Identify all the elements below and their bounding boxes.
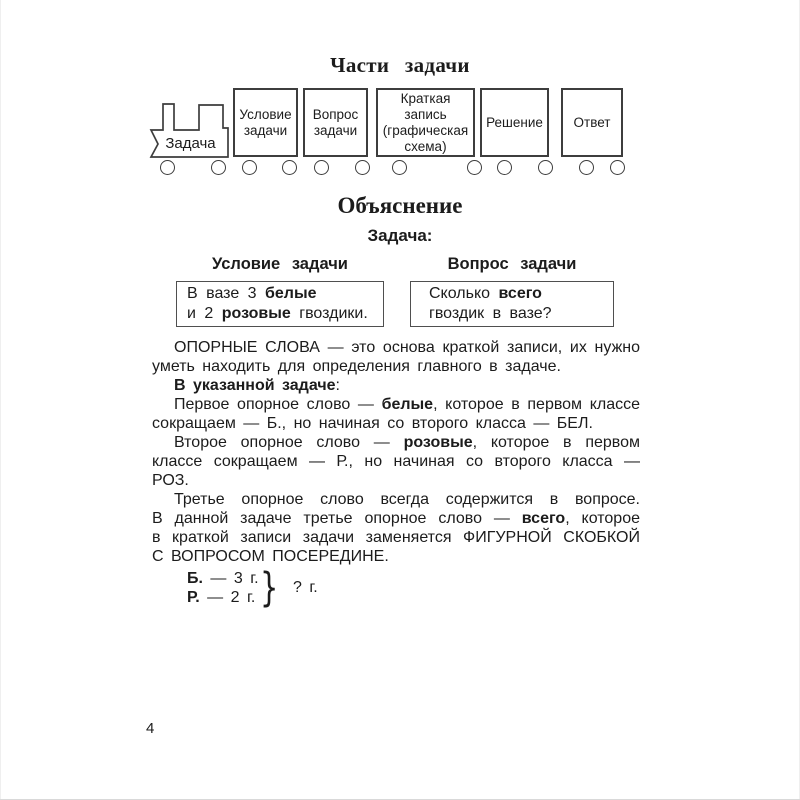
wagon-uslovie-zadachi	[233, 88, 298, 157]
text-line	[429, 284, 613, 304]
bold-text-run: белые	[265, 285, 317, 302]
wagon-reshenie	[480, 88, 549, 157]
body-paragraph	[152, 338, 640, 376]
scheme-rows	[187, 569, 259, 607]
train-diagram	[148, 88, 638, 180]
short-notation-scheme	[187, 565, 318, 611]
body-paragraph	[152, 376, 640, 395]
text-run: в краткой записи задачи заменяется ФИГУРНОЙ СКОБКОЙ	[152, 529, 640, 546]
text-run: Третье опорное слово всегда содержится в вопросе.	[174, 491, 640, 508]
bold-text-run: розовые	[403, 434, 473, 451]
text-run: уметь находить для определения главного в задаче.	[152, 358, 561, 375]
text-run: , которое	[565, 510, 640, 527]
text-run: гвоздики.	[290, 305, 368, 322]
condition-box	[176, 281, 384, 327]
text-run: ОПОРНЫЕ СЛОВА — это основа краткой записи, их нужно	[174, 339, 640, 356]
text-line	[152, 376, 640, 395]
text-run: :	[335, 377, 340, 394]
text-run: Сколько	[429, 285, 499, 302]
wheel-icon	[160, 160, 175, 175]
page-title: Части задачи	[330, 53, 470, 77]
wagon-label: Краткая запись (графическая схема)	[382, 90, 469, 154]
text-line	[152, 338, 640, 357]
text-line	[152, 414, 640, 433]
wheel-icon	[355, 160, 370, 175]
wheel-icon	[392, 160, 407, 175]
text-line	[187, 588, 259, 607]
wheel-icon	[610, 160, 625, 175]
bold-text-run: розовые	[221, 305, 291, 322]
body-paragraph	[152, 395, 640, 433]
body-paragraph	[152, 433, 640, 490]
wagon-label: Ответ	[573, 114, 611, 130]
text-run: — 2 г.	[199, 589, 256, 606]
text-line	[152, 357, 640, 376]
bold-text-run: Б.	[187, 570, 203, 587]
wheel-icon	[497, 160, 512, 175]
text-line	[187, 304, 383, 324]
wagon-kratkaya-zapis	[376, 88, 475, 157]
text-run: и 2	[187, 305, 222, 322]
question-box	[410, 281, 614, 327]
wagon-otvet	[561, 88, 623, 157]
text-run: — 3 г.	[202, 570, 259, 587]
text-run: , которое в первом классе	[433, 396, 640, 413]
wheel-icon	[211, 160, 226, 175]
bold-text-run: всего	[498, 285, 542, 302]
wagon-vopros-zadachi	[303, 88, 368, 157]
wagon-label: Условие задачи	[239, 106, 292, 138]
wheel-icon	[579, 160, 594, 175]
scheme-result: ? г.	[292, 579, 318, 596]
locomotive-label: Задача	[165, 135, 216, 152]
curly-brace: }	[259, 565, 278, 611]
text-run: В вазе 3	[187, 285, 265, 302]
text-run: , которое в первом	[472, 434, 640, 451]
bold-text-run: всего	[521, 510, 566, 527]
page-number: 4	[146, 720, 155, 737]
question-heading: Вопрос задачи	[447, 255, 577, 273]
explanation-heading: Объяснение	[337, 193, 463, 218]
body-paragraph	[152, 490, 640, 566]
text-line	[152, 547, 640, 566]
text-line	[152, 471, 640, 490]
text-run: В данной задаче третье опорное слово —	[152, 510, 522, 527]
text-line	[152, 452, 640, 471]
explanation-body	[152, 338, 640, 566]
wheel-icon	[538, 160, 553, 175]
text-line	[152, 490, 640, 509]
task-heading: Задача:	[367, 226, 433, 245]
text-run: РОЗ.	[152, 472, 189, 489]
text-run: сокращаем — Б., но начиная со второго класса — БЕЛ.	[152, 415, 593, 432]
bold-text-run: белые	[381, 396, 434, 413]
text-line	[152, 395, 640, 414]
bold-text-run: В указанной задаче	[174, 377, 336, 394]
text-run: Второе опорное слово —	[174, 434, 404, 451]
condition-heading: Условие задачи	[212, 255, 348, 273]
wagon-label: Вопрос задачи	[312, 106, 359, 138]
text-run: С ВОПРОСОМ ПОСЕРЕДИНЕ.	[152, 548, 389, 565]
wheel-icon	[314, 160, 329, 175]
text-line	[152, 433, 640, 452]
text-run: Первое опорное слово —	[174, 396, 382, 413]
text-line	[429, 304, 613, 324]
wheel-icon	[282, 160, 297, 175]
bold-text-run: Р.	[187, 589, 200, 606]
wheel-icon	[467, 160, 482, 175]
text-line	[152, 509, 640, 528]
wheel-icon	[242, 160, 257, 175]
text-line	[187, 569, 259, 588]
text-line	[187, 284, 383, 304]
text-line	[152, 528, 640, 547]
text-run: гвоздик в вазе?	[429, 305, 552, 322]
wagon-label: Решение	[486, 114, 543, 130]
text-run: классе сокращаем — Р., но начиная со второго класса —	[152, 453, 640, 470]
